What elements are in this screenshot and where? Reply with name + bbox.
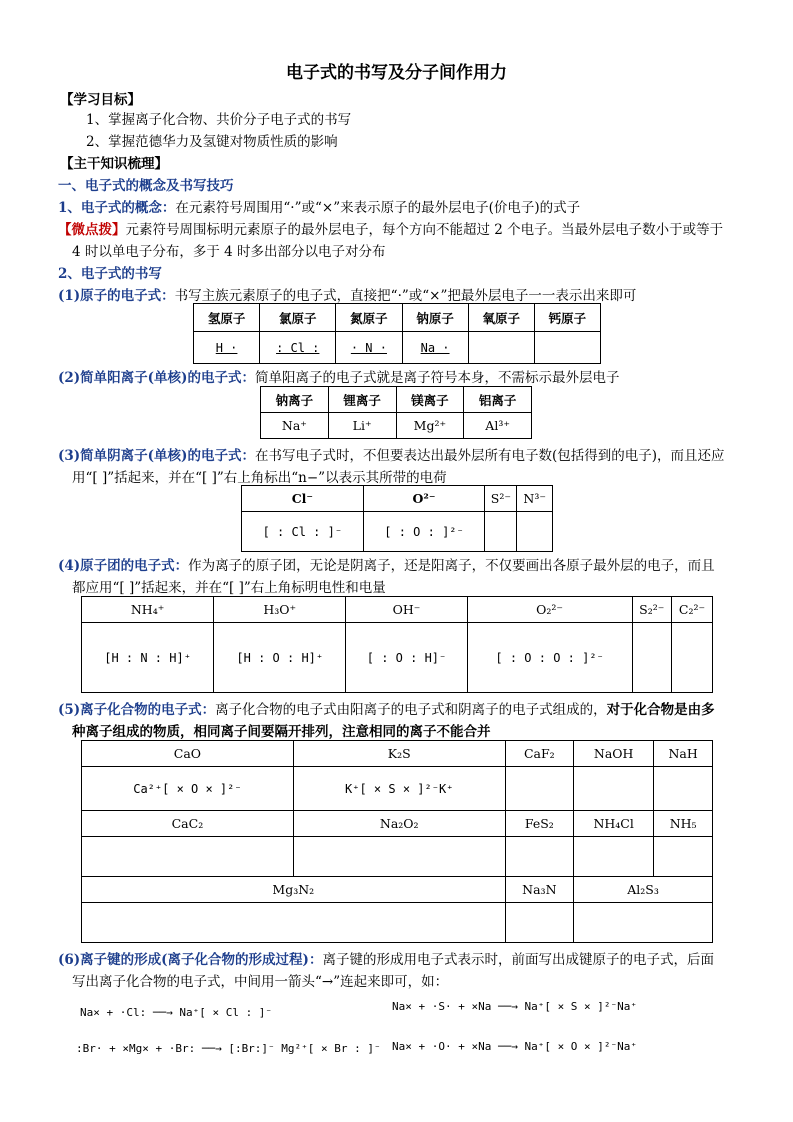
t5-cell bbox=[82, 837, 294, 877]
t2-head: 钠离子 bbox=[261, 387, 329, 413]
formation-equation-na2o: Na× + ·O· + ×Na ──→ Na⁺[ × O × ]²⁻Na⁺ bbox=[392, 1040, 638, 1053]
t4-head: C₂²⁻ bbox=[671, 597, 712, 623]
p4-line bbox=[58, 554, 715, 574]
t4-cell: [ : O : H]⁻ bbox=[346, 623, 467, 693]
p4-text-2: 都应用“[ ]”括起来，并在“[ ]”右上角标明电性和电量 bbox=[72, 580, 386, 596]
goal-1: 1、掌握离子化合物、共价分子电子式的书写 bbox=[86, 112, 352, 128]
t4-cell: [H : N : H]⁺ bbox=[82, 623, 214, 693]
tip-text-2: 4 时以单电子分布，多于 4 时多出部分以电子对分布 bbox=[72, 244, 386, 260]
p6-text-1: 离子键的形成用电子式表示时，前面写出成键原子的电子式，后面 bbox=[322, 952, 714, 968]
p2-line bbox=[58, 366, 619, 386]
knowledge-header: 【主干知识梳理】 bbox=[60, 156, 168, 172]
t4-head: O₂²⁻ bbox=[467, 597, 632, 623]
formation-equation-mgbr2: :Br· + ×Mg× + ·Br: ──→ [:Br:]⁻ Mg²⁺[ × Br : ]⁻ bbox=[76, 1042, 381, 1055]
t1-cell: · N · bbox=[336, 332, 402, 364]
t5-head: NaOH bbox=[574, 741, 654, 767]
t2-cell: Al³⁺ bbox=[464, 413, 532, 439]
t3-cell bbox=[485, 512, 517, 552]
formation-equation-nacl: Na× + ·Cl: ──→ Na⁺[ × Cl : ]⁻ bbox=[80, 1006, 273, 1019]
t2-head: 锂离子 bbox=[328, 387, 396, 413]
t5-cell bbox=[293, 837, 505, 877]
t5-head: FeS₂ bbox=[505, 811, 573, 837]
t5-cell bbox=[574, 767, 654, 811]
t5-head: K₂S bbox=[293, 741, 505, 767]
t1-head: 氧原子 bbox=[468, 304, 534, 332]
t5-head: CaO bbox=[82, 741, 294, 767]
p6-line bbox=[58, 948, 714, 968]
t1-head: 氢原子 bbox=[194, 304, 260, 332]
concept-label: 1、电子式的概念： bbox=[58, 200, 176, 216]
t3-cell: [ : Cl : ]⁻ bbox=[242, 512, 364, 552]
concept-line bbox=[58, 196, 580, 216]
p4-label: (4)原子团的电子式： bbox=[58, 558, 189, 574]
p1-text: 书写主族元素原子的电子式，直接把“·”或“×”把最外层电子一一表示出来即可 bbox=[174, 288, 637, 304]
t1-cell: Na · bbox=[402, 332, 468, 364]
anion-table bbox=[241, 485, 553, 552]
t5-head: CaC₂ bbox=[82, 811, 294, 837]
p5-bold-1: 对于化合物是由多 bbox=[606, 702, 715, 718]
t5-head: NaH bbox=[654, 741, 713, 767]
t2-head: 铝离子 bbox=[464, 387, 532, 413]
t5-cell bbox=[574, 903, 713, 943]
t5-cell bbox=[654, 767, 713, 811]
p5-line bbox=[58, 698, 715, 718]
ionic-compound-table bbox=[81, 740, 713, 943]
cation-table bbox=[260, 386, 532, 439]
p5-label: (5)离子化合物的电子式： bbox=[58, 702, 216, 718]
p1-line bbox=[58, 284, 636, 304]
t5-head: Al₂S₃ bbox=[574, 877, 713, 903]
atom-electron-table bbox=[193, 303, 601, 364]
t2-cell: Na⁺ bbox=[261, 413, 329, 439]
p6-text-2: 写出离子化合物的电子式，中间用一箭头“→”连起来即可，如： bbox=[72, 974, 449, 990]
t2-cell: Li⁺ bbox=[328, 413, 396, 439]
t5-cell: Ca²⁺[ × O × ]²⁻ bbox=[82, 767, 294, 811]
goal-2: 2、掌握范德华力及氢键对物质性质的影响 bbox=[86, 134, 338, 150]
t4-cell bbox=[632, 623, 671, 693]
t1-cell: H · bbox=[194, 332, 260, 364]
t5-cell bbox=[654, 837, 713, 877]
tip-line bbox=[58, 218, 723, 238]
concept-text: 在元素符号周围用“·”或“×”来表示原子的最外层电子(价电子)的式子 bbox=[175, 200, 581, 216]
p3-line bbox=[58, 444, 725, 464]
section-1-heading: 一、电子式的概念及书写技巧 bbox=[58, 178, 234, 194]
t3-head: S²⁻ bbox=[485, 486, 517, 512]
t5-cell: K⁺[ × S × ]²⁻K⁺ bbox=[293, 767, 505, 811]
p2-text: 简单阳离子的电子式就是离子符号本身，不需标示最外层电子 bbox=[254, 370, 620, 386]
t1-head: 氯原子 bbox=[260, 304, 336, 332]
t1-cell: : Cl : bbox=[260, 332, 336, 364]
t5-head: Na₂O₂ bbox=[293, 811, 505, 837]
p2-label: (2)简单阳离子(单核)的电子式： bbox=[58, 370, 255, 386]
p5-bold-2: 种离子组成的物质，相同离子间要隔开排列，注意相同的离子不能合并 bbox=[72, 724, 491, 740]
t1-head: 钙原子 bbox=[534, 304, 600, 332]
t4-head: S₂²⁻ bbox=[632, 597, 671, 623]
t1-head: 钠原子 bbox=[402, 304, 468, 332]
section-2-heading: 2、电子式的书写 bbox=[58, 266, 162, 282]
t5-head: NH₄Cl bbox=[574, 811, 654, 837]
tip-text-1: 元素符号周围标明元素原子的最外层电子，每个方向不能超过 2 个电子。当最外层电子数小于或等于 bbox=[125, 222, 724, 238]
t2-head: 镁离子 bbox=[396, 387, 464, 413]
page-title: 电子式的书写及分子间作用力 bbox=[286, 63, 507, 83]
t3-head: Cl⁻ bbox=[242, 486, 364, 512]
t5-head: Na₃N bbox=[505, 877, 573, 903]
t5-cell bbox=[82, 903, 506, 943]
t3-cell: [ : O : ]²⁻ bbox=[363, 512, 485, 552]
p5-text-1: 离子化合物的电子式由阳离子的电子式和阴离子的电子式组成的， bbox=[215, 702, 607, 718]
t1-cell bbox=[468, 332, 534, 364]
t5-cell bbox=[505, 903, 573, 943]
t1-cell bbox=[534, 332, 600, 364]
t2-cell: Mg²⁺ bbox=[396, 413, 464, 439]
goals-header: 【学习目标】 bbox=[60, 92, 141, 108]
t1-head: 氮原子 bbox=[336, 304, 402, 332]
t5-head: CaF₂ bbox=[505, 741, 573, 767]
p6-label: (6)离子键的形成(离子化合物的形成过程)： bbox=[58, 952, 323, 968]
p3-label: (3)简单阴离子(单核)的电子式： bbox=[58, 448, 255, 464]
t4-head: H₃O⁺ bbox=[214, 597, 346, 623]
t5-head: Mg₃N₂ bbox=[82, 877, 506, 903]
p3-text-1: 在书写电子式时，不但要表达出最外层所有电子数(包括得到的电子)，而且还应 bbox=[254, 448, 725, 464]
tip-label: 【微点拨】 bbox=[58, 222, 126, 238]
t5-cell bbox=[505, 767, 573, 811]
t4-cell bbox=[671, 623, 712, 693]
t3-cell bbox=[517, 512, 553, 552]
polyatomic-ion-table bbox=[81, 596, 713, 693]
p4-text-1: 作为离子的原子团，无论是阴离子，还是阳离子，不仅要画出各原子最外层的电子，而且 bbox=[188, 558, 715, 574]
t4-cell: [H : O : H]⁺ bbox=[214, 623, 346, 693]
p1-label: (1)原子的电子式： bbox=[58, 288, 175, 304]
t5-cell bbox=[505, 837, 573, 877]
t5-cell bbox=[574, 837, 654, 877]
formation-equation-na2s: Na× + ·S· + ×Na ──→ Na⁺[ × S × ]²⁻Na⁺ bbox=[392, 1000, 638, 1013]
t5-head: NH₅ bbox=[654, 811, 713, 837]
p3-text-2: 用“[ ]”括起来，并在“[ ]”右上角标出“n−”以表示其所带的电荷 bbox=[72, 470, 447, 486]
t3-head: O²⁻ bbox=[363, 486, 485, 512]
t4-cell: [ : O : O : ]²⁻ bbox=[467, 623, 632, 693]
t4-head: NH₄⁺ bbox=[82, 597, 214, 623]
t4-head: OH⁻ bbox=[346, 597, 467, 623]
t3-head: N³⁻ bbox=[517, 486, 553, 512]
